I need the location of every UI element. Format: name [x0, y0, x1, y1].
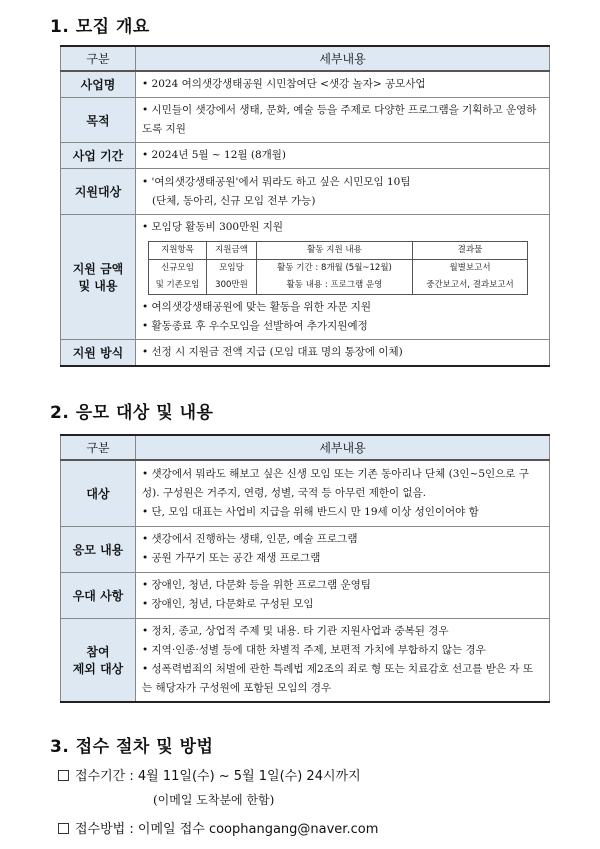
- period-label: 접수기간: [75, 769, 126, 784]
- preference-line-1: • 장애인, 청년, 다문화 등을 위한 프로그램 운영팀: [142, 576, 543, 595]
- exclusion-line-3: • 성폭력범죄의 처벌에 관한 특례법 제2조의 죄로 형 또는 치료감호 선고를 받은 자 또는 해당자가 구성원에 포함된 모임의 경우: [142, 660, 543, 698]
- support-inner-table: [148, 241, 528, 295]
- header-detail: 세부내용: [136, 435, 550, 460]
- support-label-line2: 및 내용: [78, 279, 118, 293]
- period-text: • 2024년 5월 ~ 12월 (8개월): [142, 146, 543, 165]
- row-label-period: 사업 기간: [61, 143, 136, 169]
- support-line-2: • 활동종료 후 우수모임을 선발하여 추가지원예정: [142, 317, 543, 336]
- target-line-2: • 단, 모임 대표는 사업비 지급을 위해 반드시 만 19세 이상 성인이어야 함: [142, 503, 543, 522]
- period-note: (이메일 도착분에 한함): [153, 793, 275, 807]
- row-label-target: 지원대상: [61, 169, 136, 215]
- application-method: 접수방법 : 이메일 접수 coophangang@naver.com: [58, 818, 378, 837]
- inner-cell: 300만원: [207, 277, 257, 295]
- method-value: 이메일 접수 coophangang@naver.com: [137, 822, 379, 837]
- section-title-application: 3. 접수 절차 및 방법: [50, 737, 214, 757]
- method-text: • 선정 시 지원금 전액 지급 (모임 대표 명의 통장에 이체): [142, 343, 543, 362]
- row-label-exclusion: [61, 618, 136, 702]
- content-line-1: • 샛강에서 진행하는 생태, 인문, 예술 프로그램: [142, 530, 543, 549]
- target-text: • '여의샛강생태공원'에서 뭐라도 하고 싶은 시민모임 10팀: [142, 173, 543, 192]
- support-line-1: • 여의샛강생태공원에 맞는 활동을 위한 자문 지원: [142, 298, 543, 317]
- row-label-method: 지원 방식: [61, 340, 136, 367]
- exclusion-line-1: • 정치, 종교, 상업적 주제 및 내용. 타 기관 지원사업과 중복된 경우: [142, 622, 543, 641]
- row-label-content: 응모 내용: [61, 526, 136, 572]
- checkbox-icon: [58, 770, 69, 781]
- row-label-project-name: 사업명: [61, 71, 136, 98]
- exclusion-label-line1: 참여: [86, 644, 110, 659]
- header-category: 구분: [61, 46, 136, 71]
- eligibility-table: [60, 434, 550, 703]
- inner-cell: 활동 기간 : 8개월 (5월~12월): [257, 260, 413, 278]
- section-title-overview: 1. 모집 개요: [50, 17, 150, 37]
- content-line-2: • 공원 가꾸기 또는 공간 재생 프로그램: [142, 549, 543, 568]
- target-line-1: • 샛강에서 뭐라도 해보고 싶은 신생 모임 또는 기존 동아리나 단체 (3인~5인으로 구성). 구성원은 거주지, 연령, 성별, 국적 등 아무런 제한이 없음.: [142, 465, 543, 503]
- overview-table: [60, 45, 550, 367]
- header-category: 구분: [61, 435, 136, 460]
- inner-cell: 활동 내용 : 프로그램 운영: [257, 277, 413, 295]
- row-label-target: 대상: [61, 460, 136, 526]
- inner-cell: 신규모임: [149, 260, 207, 278]
- row-label-support: [61, 215, 136, 340]
- inner-header-item: 지원항목: [149, 242, 207, 260]
- preference-line-2: • 장애인, 청년, 다문화로 구성된 모임: [142, 595, 543, 614]
- inner-header-content: 활동 지원 내용: [257, 242, 413, 260]
- inner-cell: 월별보고서: [413, 260, 528, 278]
- section-title-eligibility: 2. 응모 대상 및 내용: [50, 403, 214, 423]
- project-name-text: • 2024 여의샛강생태공원 시민참여단 <샛강 놀자> 공모사업: [142, 75, 543, 94]
- inner-cell: 및 기존모임: [149, 277, 207, 295]
- support-intro: • 모임당 활동비 300만원 지원: [142, 218, 543, 237]
- inner-header-output: 결과물: [413, 242, 528, 260]
- checkbox-icon: [58, 823, 69, 834]
- target-subtext: (단체, 동아리, 신규 모임 전부 가능): [152, 194, 316, 207]
- purpose-text: • 시민들이 샛강에서 생태, 문화, 예술 등을 주제로 다양한 프로그램을 기획하고 운영하도록 지원: [142, 101, 543, 139]
- inner-header-amount: 지원금액: [207, 242, 257, 260]
- period-value: 4월 11일(수) ~ 5월 1일(수) 24시까지: [137, 769, 361, 784]
- exclusion-label-line2: 제외 대상: [72, 661, 124, 676]
- exclusion-line-2: • 지역·인종·성별 등에 대한 차별적 주제, 보편적 가치에 부합하지 않는 경우: [142, 641, 543, 660]
- inner-cell: 모임당: [207, 260, 257, 278]
- support-label-line1: 지원 금액: [72, 262, 124, 276]
- header-detail: 세부내용: [136, 46, 550, 71]
- row-label-purpose: 목적: [61, 98, 136, 143]
- row-label-preference: 우대 사항: [61, 572, 136, 618]
- application-period: 접수기간 : 4월 11일(수) ~ 5월 1일(수) 24시까지: [58, 765, 361, 784]
- inner-cell: 중간보고서, 결과보고서: [413, 277, 528, 295]
- method-label: 접수방법: [75, 822, 126, 837]
